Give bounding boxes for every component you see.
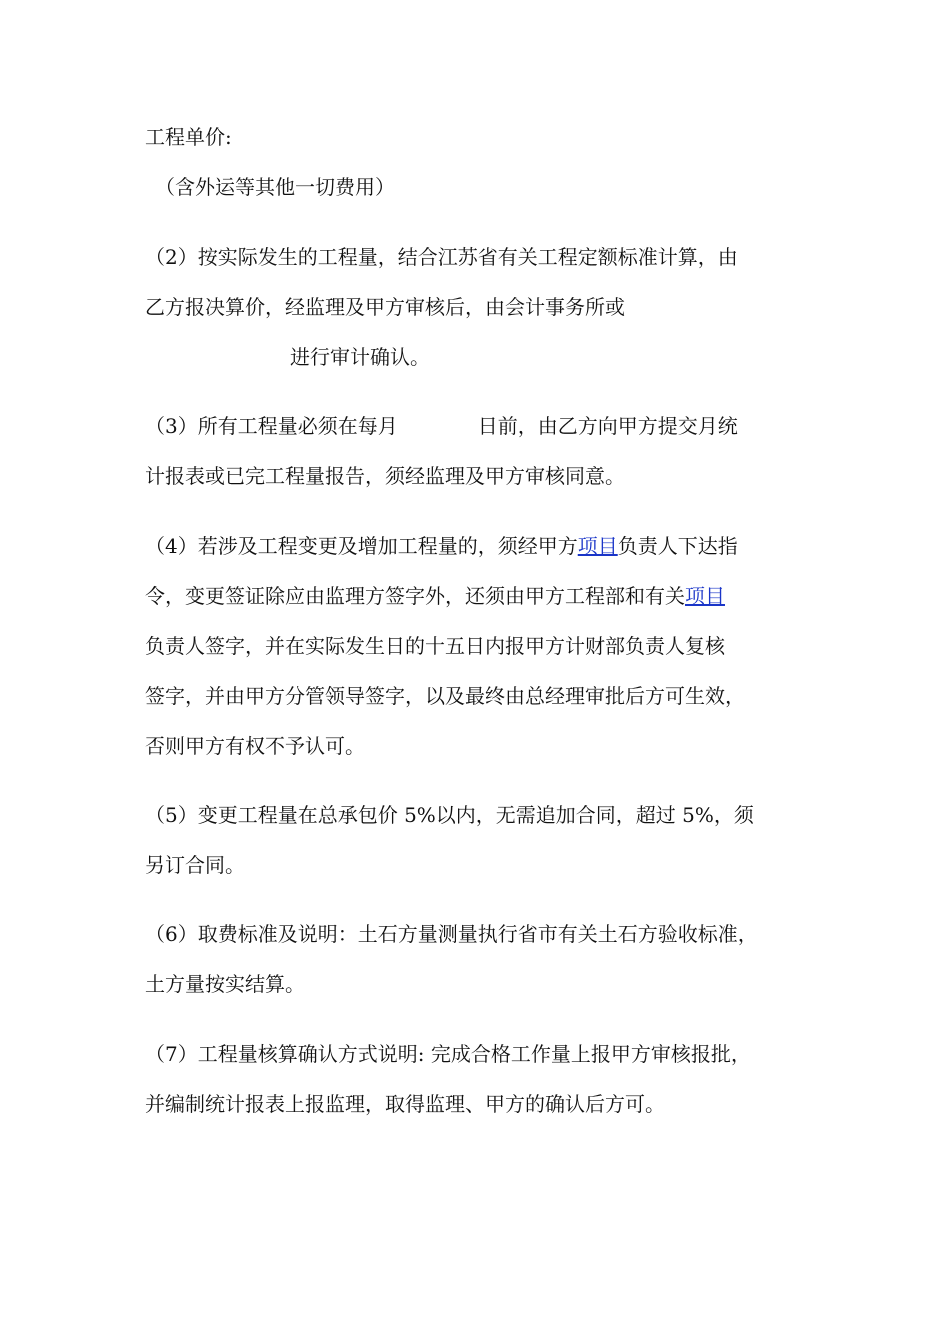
item-2-line-1: （2）按实际发生的工程量，结合江苏省有关工程定额标准计算，由 <box>145 245 738 269</box>
item-4-line-4: 签字，并由甲方分管领导签字，以及最终由总经理审批后方可生效， <box>145 684 745 708</box>
project-link-2[interactable]: 项目 <box>685 584 725 608</box>
item-3-line-2: 计报表或已完工程量报告，须经监理及甲方审核同意。 <box>145 464 625 488</box>
item-4-line-5: 否则甲方有权不予认可。 <box>145 734 365 758</box>
item-7-line-1: （7）工程量核算确认方式说明: 完成合格工作量上报甲方审核报批， <box>145 1042 751 1066</box>
item-2-line-2: 乙方报决算价，经监理及甲方审核后，由会计事务所或 <box>145 295 625 319</box>
item-3-line-1-part-a: （3）所有工程量必须在每月 <box>145 414 398 438</box>
unit-price-note: （含外运等其他一切费用） <box>155 175 395 199</box>
item-4-line-1-part-a: （4）若涉及工程变更及增加工程量的，须经甲方 <box>145 534 578 558</box>
project-link-1[interactable]: 项目 <box>577 534 618 558</box>
unit-price-label: 工程单价: <box>145 125 232 149</box>
item-4-line-3: 负责人签字，并在实际发生日的十五日内报甲方计财部负责人复核 <box>145 634 725 658</box>
item-2-line-3: 进行审计确认。 <box>290 345 430 369</box>
item-3-line-1-part-b: 日前，由乙方向甲方提交月统 <box>477 414 738 438</box>
item-6-line-1: （6）取费标准及说明：土石方量测量执行省市有关土石方验收标准， <box>145 922 758 946</box>
item-4-line-2-part-a: 令，变更签证除应由监理方签字外，还须由甲方工程部和有关 <box>145 584 685 608</box>
item-6-line-2: 土方量按实结算。 <box>145 972 305 996</box>
item-4-line-1-part-b: 负责人下达指 <box>617 534 738 558</box>
item-5-line-1: （5）变更工程量在总承包价 5%以内，无需追加合同，超过 5%，须 <box>145 803 754 827</box>
item-4-line-1 <box>145 532 738 560</box>
item-4-line-2 <box>145 582 725 610</box>
item-5-line-2: 另订合同。 <box>145 853 245 877</box>
item-7-line-2: 并编制统计报表上报监理，取得监理、甲方的确认后方可。 <box>145 1092 665 1116</box>
item-3-line-1 <box>145 412 738 440</box>
